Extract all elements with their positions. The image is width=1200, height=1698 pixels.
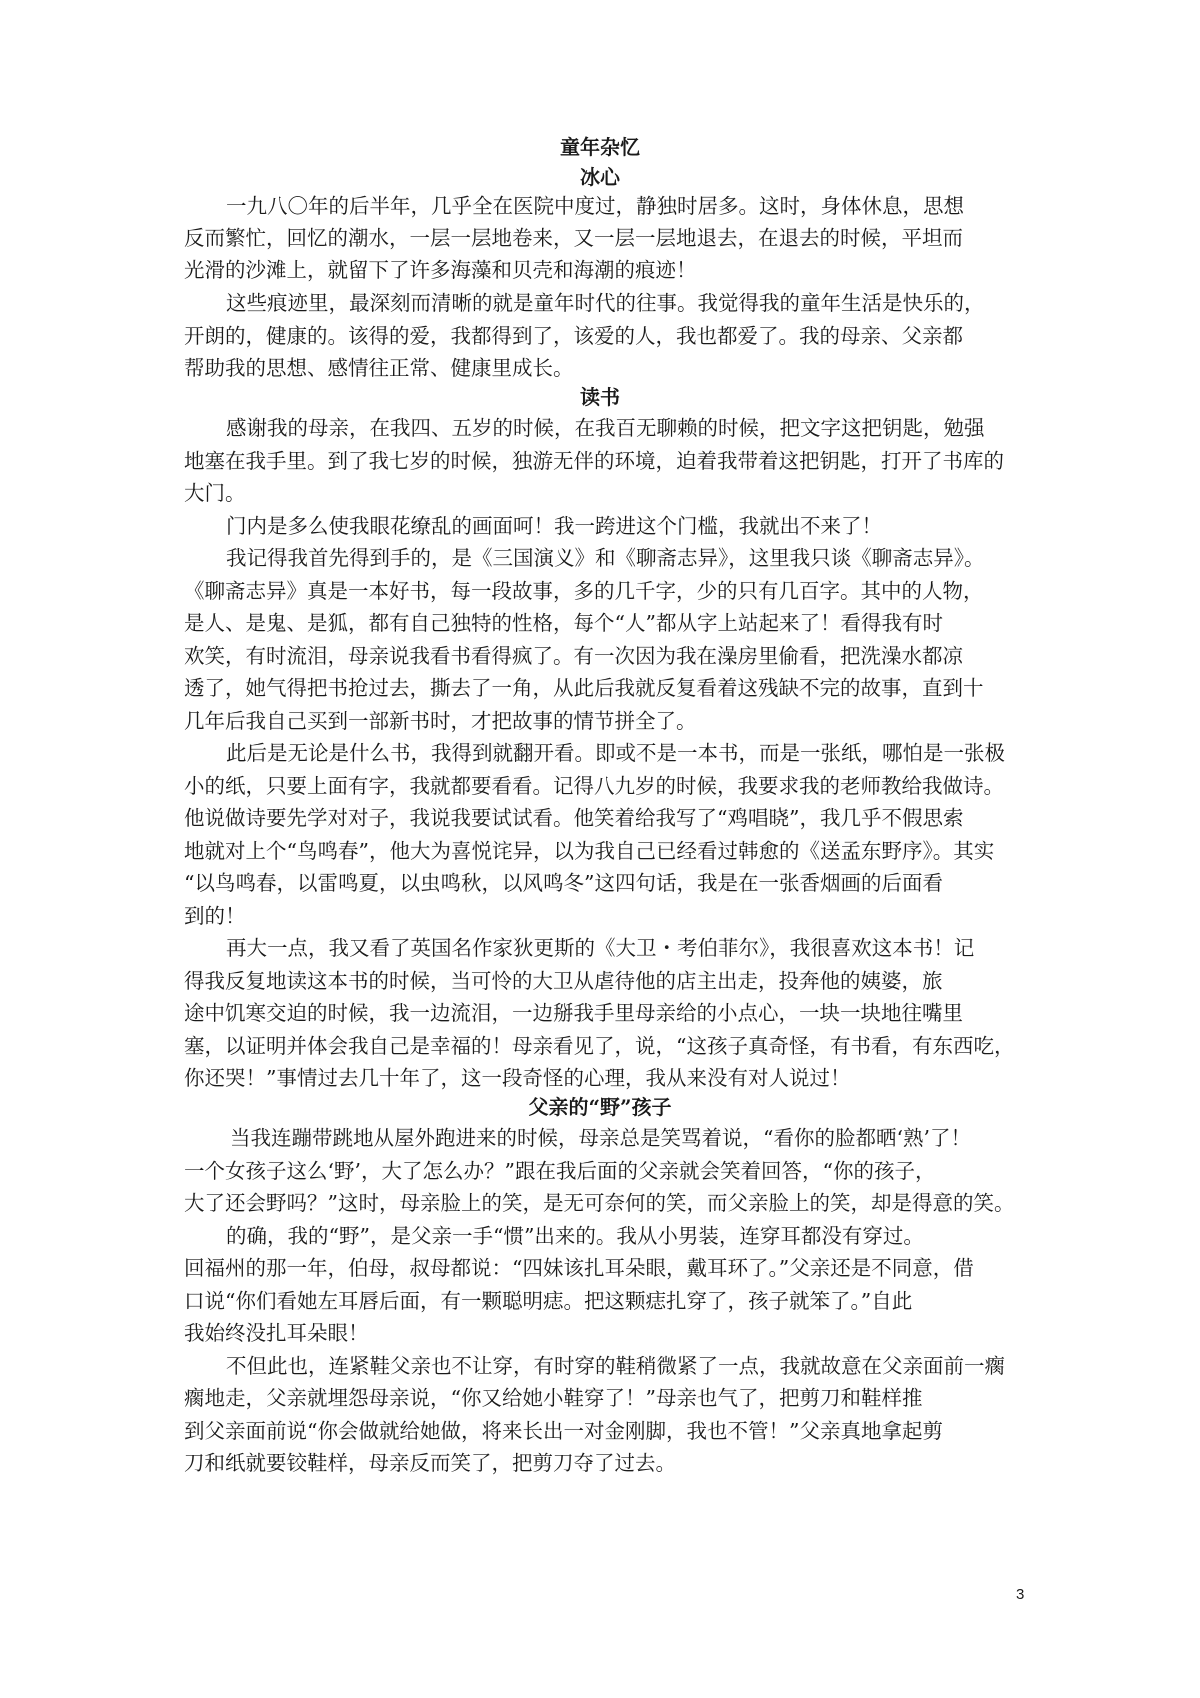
paragraph-line: 几年后我自己买到一部新书时，才把故事的情节拼全了。 — [184, 709, 697, 733]
intro-line: 一九八〇年的后半年，几乎全在医院中度过，静独时居多。这时，身体休息，思想 — [226, 194, 964, 218]
paragraph-line: 不但此也，连紧鞋父亲也不让穿，有时穿的鞋稍微紧了一点，我就故意在父亲面前一瘸 — [226, 1354, 1005, 1378]
paragraph-line: 地塞在我手里。到了我七岁的时候，独游无伴的环境，迫着我带着这把钥匙，打开了书库的 — [184, 449, 1004, 473]
paragraph-line: 地就对上个“鸟鸣春”，他大为喜悦诧异，以为我自己已经看过韩愈的《送孟东野序》。其实 — [184, 839, 995, 863]
paragraph-line: 到的！ — [184, 904, 246, 928]
document-title: 童年杂忆 — [560, 135, 640, 159]
paragraph-line: 是人、是鬼、是狐，都有自己独特的性格，每个“人”都从字上站起来了！看得我有时 — [184, 611, 943, 635]
paragraph-line: 途中饥寒交迫的时候，我一边流泪，一边掰我手里母亲给的小点心，一块一块地往嘴里 — [184, 1001, 963, 1025]
paragraph-line: 一个女孩子这么‘野’，大了怎么办？”跟在我后面的父亲就会笑着回答，“你的孩子， — [184, 1159, 936, 1183]
paragraph-line: 塞，以证明并体会我自己是幸福的！母亲看见了，说，“这孩子真奇怪，有书看，有东西吃， — [184, 1034, 1015, 1058]
intro-line: 光滑的沙滩上，就留下了许多海藻和贝壳和海潮的痕迹！ — [184, 258, 697, 282]
page-number: 3 — [1016, 1586, 1025, 1603]
paragraph-line: 刀和纸就要铰鞋样，母亲反而笑了，把剪刀夺了过去。 — [184, 1451, 676, 1475]
paragraph-line: 小的纸，只要上面有字，我就都要看看。记得八九岁的时候，我要求我的老师教给我做诗。 — [184, 774, 1004, 798]
intro-line: 帮助我的思想、感情往正常、健康里成长。 — [184, 356, 574, 380]
paragraph-line: “以鸟鸣春，以雷鸣夏，以虫鸣秋，以风鸣冬”这四句话，我是在一张香烟画的后面看 — [184, 871, 943, 895]
paragraph-line: 的确，我的“野”，是父亲一手“惯”出来的。我从小男装，连穿耳都没有穿过。 — [226, 1224, 924, 1248]
paragraph-line: 此后是无论是什么书，我得到就翻开看。即或不是一本书，而是一张纸，哪怕是一张极 — [226, 741, 1005, 765]
paragraph-line: 你还哭！”事情过去几十年了，这一段奇怪的心理，我从来没有对人说过！ — [184, 1066, 851, 1090]
paragraph-line: 瘸地走，父亲就埋怨母亲说，“你又给她小鞋穿了！”母亲也气了，把剪刀和鞋样推 — [184, 1386, 923, 1410]
paragraph-line: 再大一点，我又看了英国名作家狄更斯的《大卫・考伯菲尔》，我很喜欢这本书！记 — [226, 936, 975, 960]
intro-line: 开朗的，健康的。该得的爱，我都得到了，该爱的人，我也都爱了。我的母亲、父亲都 — [184, 324, 963, 348]
intro-line: 反而繁忙，回忆的潮水，一层一层地卷来，又一层一层地退去，在退去的时候，平坦而 — [184, 226, 963, 250]
paragraph-line: 大门。 — [184, 481, 246, 505]
paragraph-line: 我记得我首先得到手的，是《三国演义》和《聊斋志异》，这里我只谈《聊斋志异》。 — [226, 546, 985, 570]
paragraph-line: 大了还会野吗？”这时，母亲脸上的笑，是无可奈何的笑，而父亲脸上的笑，却是得意的笑。 — [184, 1191, 1015, 1215]
paragraph-line: 当我连蹦带跳地从屋外跑进来的时候，母亲总是笑骂着说，“看你的脸都晒‘熟’了！ — [230, 1126, 972, 1150]
paragraph-line: 我始终没扎耳朵眼！ — [184, 1321, 369, 1345]
document-author: 冰心 — [580, 165, 620, 189]
paragraph-line: 透了，她气得把书抢过去，撕去了一角，从此后我就反复看着这残缺不完的故事，直到十 — [184, 676, 984, 700]
section-heading-reading: 读书 — [580, 385, 620, 409]
paragraph-line: 他说做诗要先学对对子，我说我要试试看。他笑着给我写了“鸡唱晓”，我几乎不假思索 — [184, 806, 964, 830]
paragraph-line: 门内是多么使我眼花缭乱的画面呵！我一跨进这个门槛，我就出不来了！ — [226, 514, 882, 538]
paragraph-line: 得我反复地读这本书的时候，当可怜的大卫从虐待他的店主出走，投奔他的姨婆，旅 — [184, 969, 943, 993]
section-heading-wild-child: 父亲的“野”孩子 — [528, 1095, 672, 1119]
paragraph-line: 欢笑，有时流泪，母亲说我看书看得疯了。有一次因为我在澡房里偷看，把洗澡水都凉 — [184, 644, 963, 668]
paragraph-line: 回福州的那一年，伯母，叔母都说：“四妹该扎耳朵眼，戴耳环了。”父亲还是不同意，借 — [184, 1256, 974, 1280]
paragraph-line: 《聊斋志异》真是一本好书，每一段故事，多的几千字，少的只有几百字。其中的人物， — [184, 579, 984, 603]
paragraph-line: 到父亲面前说“你会做就给她做，将来长出一对金刚脚，我也不管！”父亲真地拿起剪 — [184, 1419, 943, 1443]
paragraph-line: 口说“你们看她左耳唇后面，有一颗聪明痣。把这颗痣扎穿了，孩子就笨了。”自此 — [184, 1289, 913, 1313]
intro-line: 这些痕迹里，最深刻而清晰的就是童年时代的往事。我觉得我的童年生活是快乐的， — [226, 291, 985, 315]
paragraph-line: 感谢我的母亲，在我四、五岁的时候，在我百无聊赖的时候，把文字这把钥匙，勉强 — [226, 416, 985, 440]
